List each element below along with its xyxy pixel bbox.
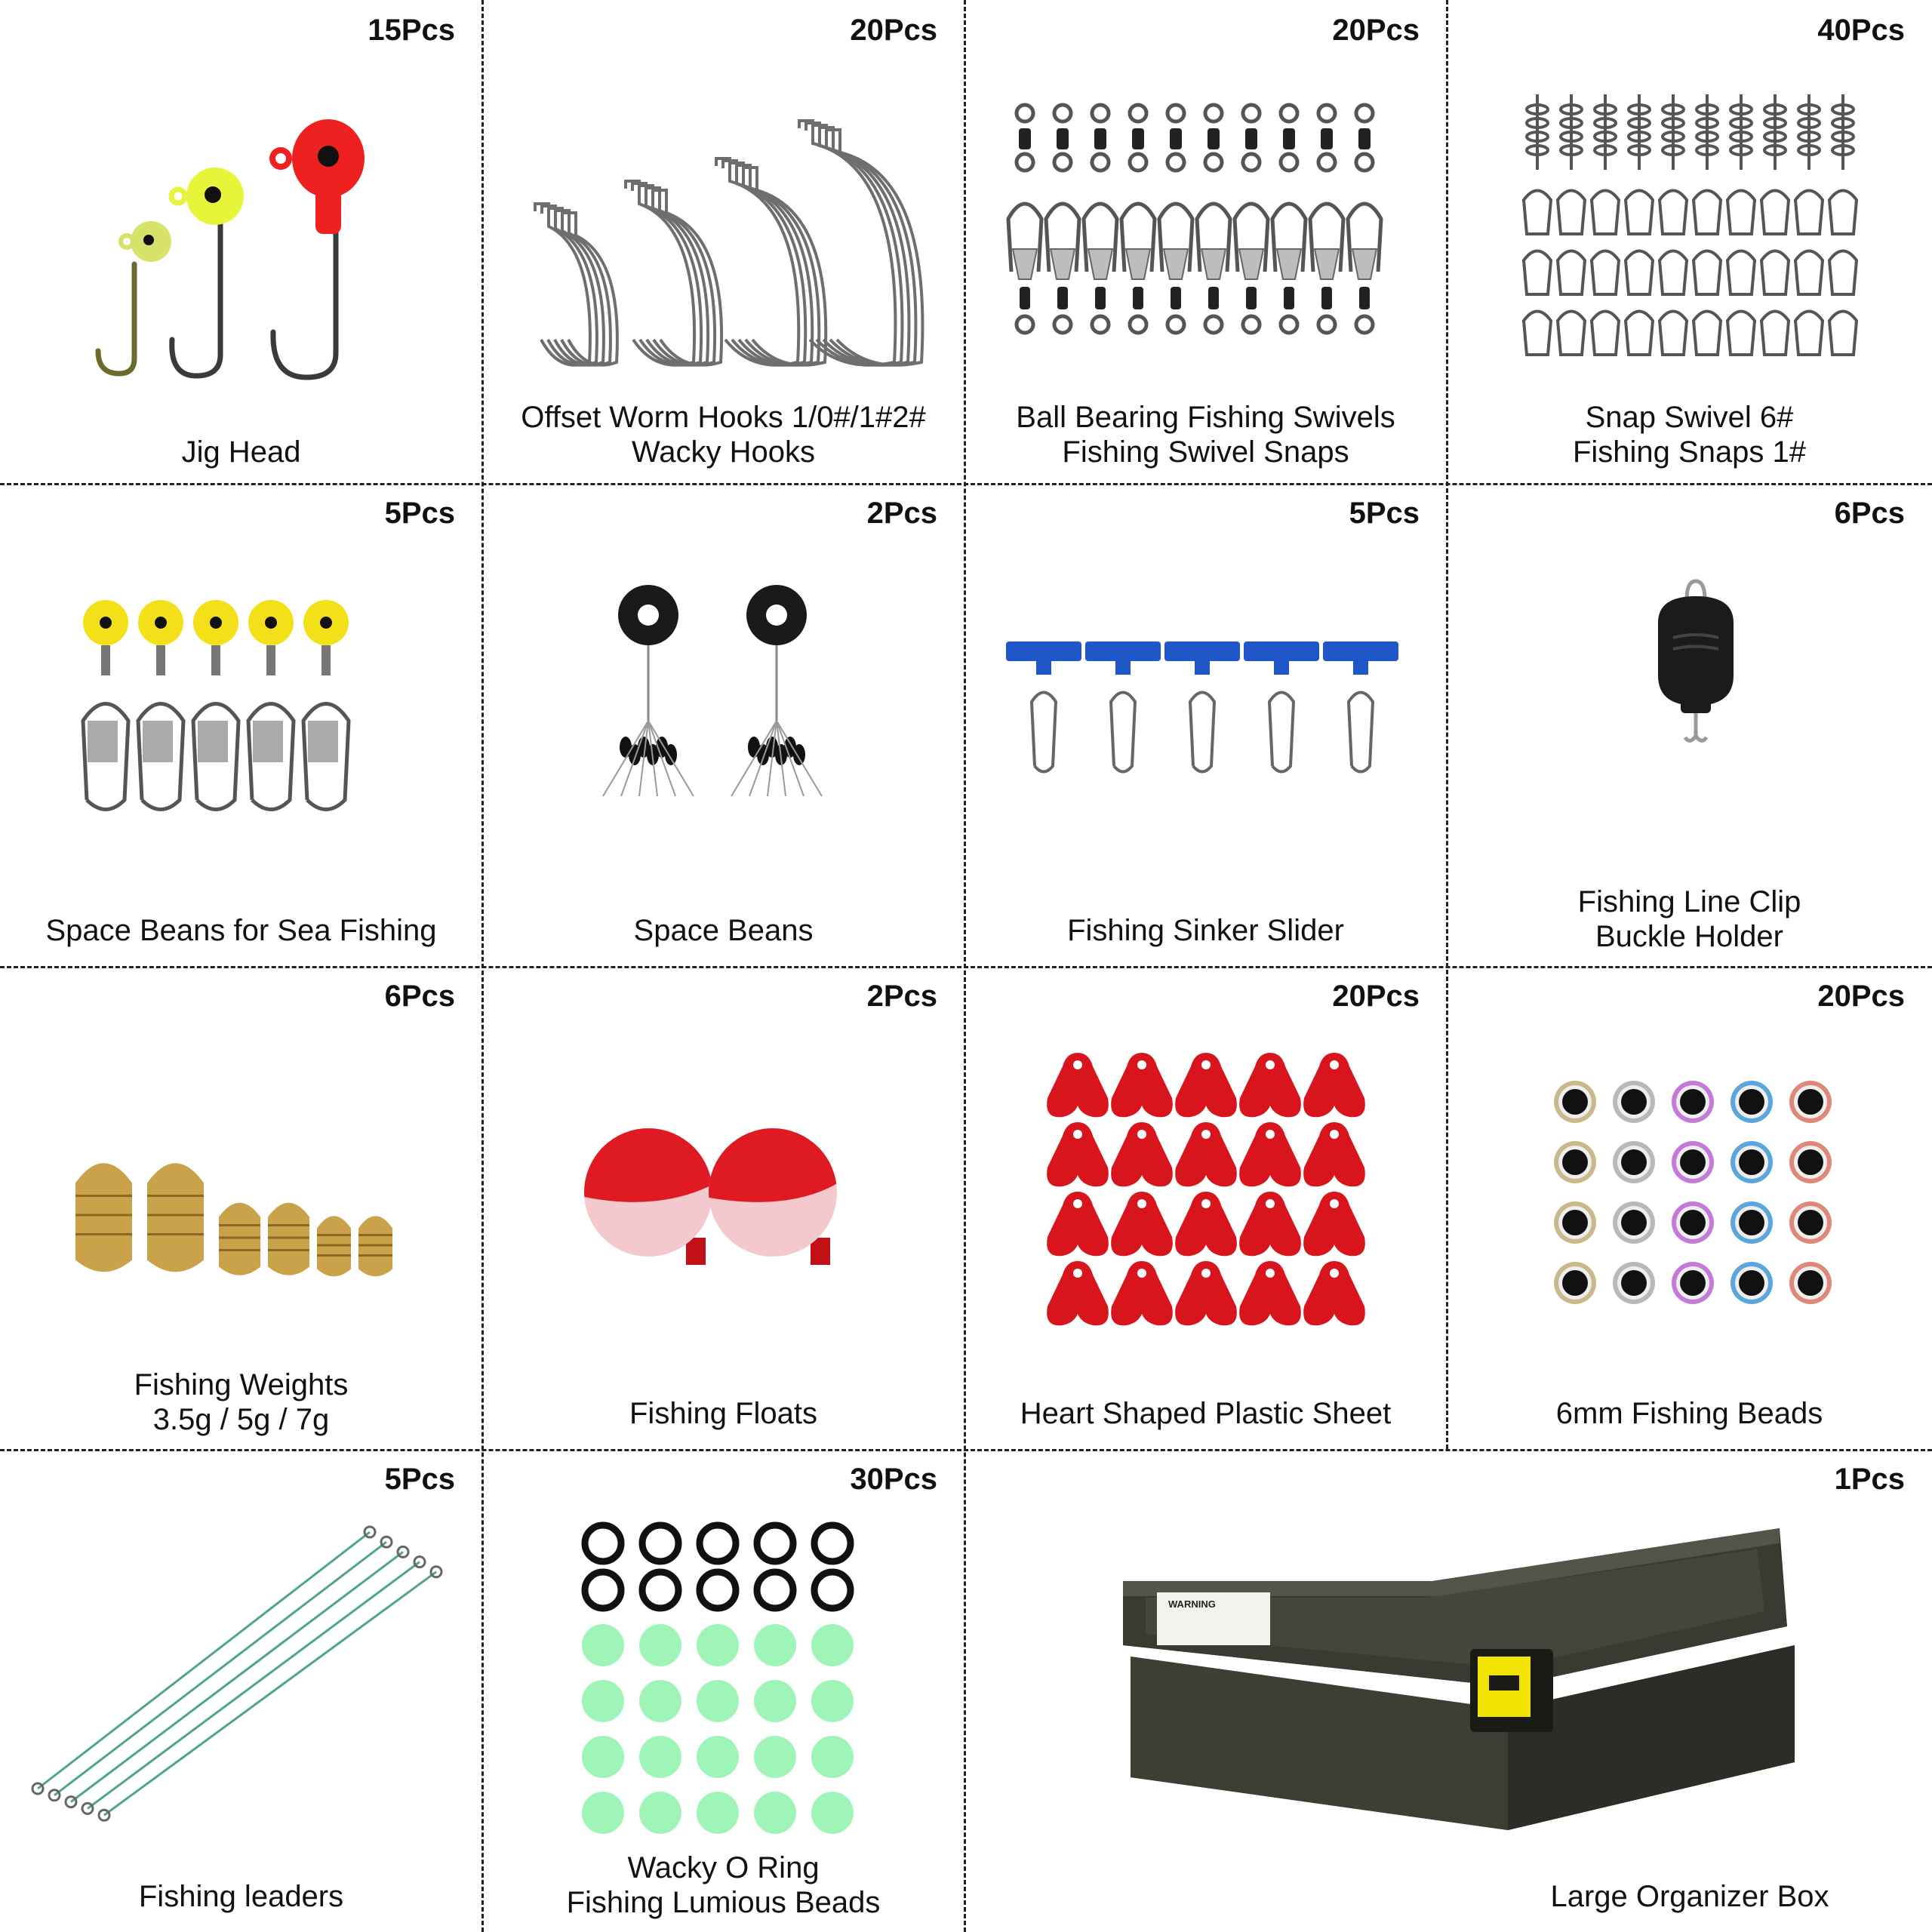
swivel-barrel [1208,287,1219,309]
leader-swivel [66,1797,76,1807]
product-label: Ball Bearing Fishing Swivels Fishing Swivel Snaps [1016,401,1395,469]
fishing-snap [1626,251,1653,295]
space-beans-image [603,585,844,826]
slider-tube [1164,641,1240,661]
swivel [1281,105,1297,122]
swivel [1356,154,1373,171]
swivel [1205,105,1222,122]
stopper-bead [665,744,677,765]
bead-pupil [1562,1089,1588,1115]
o-ring [814,1525,851,1561]
slider-stem [1274,660,1289,675]
heart-hole [1137,1199,1146,1208]
swivel [1054,105,1071,122]
swivel [1054,316,1071,333]
product-label: Space Beans for Sea Fishing [45,914,437,947]
product-label: Space Beans [633,914,814,947]
snap-sleeve [1164,249,1188,279]
worm-hooks-image [528,113,950,377]
leader-wire [54,1542,386,1795]
lumious-bead [754,1624,796,1666]
fishing-snap [1592,251,1619,295]
product-label: Fishing Floats [629,1397,817,1430]
piece-count: 30Pcs [850,1463,937,1496]
snap-sleeve [1277,249,1301,279]
snap-sleeve [88,721,118,762]
snap [1032,693,1056,772]
heart-hole [1330,1060,1339,1069]
product-cell-ball-bearing-swivels [964,0,1447,483]
snap-sleeve [1126,249,1150,279]
swivel-barrel [1133,287,1143,309]
swivel-barrel [1358,128,1371,149]
swivel [1205,154,1222,171]
lumious-bead [582,1736,624,1778]
swivel [101,645,110,675]
fishing-beads-image [1552,1079,1824,1313]
fishing-snap [1727,312,1755,355]
fishing-snap [1524,191,1551,235]
swivel [1168,316,1184,333]
lumious-bead [582,1624,624,1666]
fishing-leaders-image [23,1517,430,1819]
product-cell-jig-head [0,0,482,483]
o-ring [585,1572,621,1608]
heart-hole [1201,1269,1211,1278]
leader-wire [38,1532,370,1789]
o-ring [700,1525,736,1561]
swivel [1054,154,1071,171]
svg-text:WARNING: WARNING [1168,1598,1216,1610]
bead-pupil [1798,1210,1823,1235]
lumious-bead [811,1792,854,1834]
leader-snap [381,1537,392,1547]
fishing-snap [1592,312,1619,355]
snap-sleeve [1201,249,1226,279]
bead-pupil [1562,1210,1588,1235]
lumious-bead [754,1736,796,1778]
bead-hole [265,617,277,629]
hook [639,186,708,365]
bead-pupil [1798,1149,1823,1175]
heart-hole [1201,1130,1211,1139]
heart-hole [1073,1060,1082,1069]
snap-sleeve [1352,249,1377,279]
product-label: Heart Shaped Plastic Sheet [1020,1397,1392,1430]
bead-hole [210,617,222,629]
piece-count: 2Pcs [866,497,937,530]
o-ring [814,1572,851,1608]
leader-snap [398,1546,408,1557]
heart-hole [1073,1199,1082,1208]
product-cell-fishing-weights [0,966,482,1449]
piece-count: 6Pcs [1834,497,1905,530]
bead-pupil [1562,1149,1588,1175]
snap [1111,693,1135,772]
fishing-snap [1795,191,1823,235]
lumious-bead [811,1680,854,1722]
heart-hole [1330,1199,1339,1208]
fishing-snap [1761,191,1789,235]
swivel [1130,154,1146,171]
bead-pupil [1680,1270,1706,1296]
lumious-bead [582,1792,624,1834]
slider-stem [1195,660,1210,675]
stopper-hole [638,605,659,626]
sinker-slider-image [1002,641,1410,777]
swivel [1243,105,1260,122]
slider-stem [1036,660,1051,675]
lumious-bead [582,1680,624,1722]
fishing-snap [1558,251,1585,295]
slider-tube [1244,641,1319,661]
piece-count: 6Pcs [384,980,455,1013]
swivel-barrel [1208,128,1220,149]
product-label: Fishing leaders [138,1880,344,1913]
snap-swivel-image [1522,94,1884,374]
product-cell-space-beans-sea [0,483,482,966]
brass-weight [147,1163,204,1272]
fishing-snap [1795,312,1823,355]
snap-sleeve [1013,249,1037,279]
stopper-hole [766,605,787,626]
fishing-snap [1524,251,1551,295]
swivel [321,645,331,675]
swivel [1130,316,1146,333]
sea-space-beans-image [75,600,377,826]
product-label: 6mm Fishing Beads [1555,1397,1823,1430]
product-cell-space-beans [482,483,964,966]
organizer-box-image [1115,1513,1795,1830]
heart-hole [1073,1269,1082,1278]
slider-tube [1006,641,1081,661]
swivel [1356,316,1373,333]
snap-sleeve [198,721,228,762]
o-ring [642,1525,678,1561]
piece-count: 1Pcs [1834,1463,1905,1496]
heart-hole [1201,1199,1211,1208]
piece-count: 40Pcs [1817,14,1905,47]
swivel-barrel [1057,128,1069,149]
fishing-snap [1558,191,1585,235]
lumious-bead [811,1736,854,1778]
product-label: Fishing Weights 3.5g / 5g / 7g [134,1368,349,1436]
swivel [1168,154,1184,171]
swivel [1017,105,1033,122]
product-label: Snap Swivel 6# Fishing Snaps 1# [1572,401,1807,469]
bead-pupil [1798,1089,1823,1115]
fishing-snap [1626,312,1653,355]
heart-hole [1137,1269,1146,1278]
swivel-barrel [1283,128,1295,149]
swivel-barrel [1094,128,1106,149]
product-cell-fishing-beads [1447,966,1932,1449]
lumious-bead [639,1680,681,1722]
bead-hole [100,617,112,629]
swivel [1318,105,1335,122]
piece-count: 5Pcs [1349,497,1420,530]
piece-count: 15Pcs [368,14,455,47]
swivel [1092,316,1109,333]
piece-count: 5Pcs [384,1463,455,1496]
o-ring [757,1572,793,1608]
swivel [1092,154,1109,171]
bead-pupil [1680,1089,1706,1115]
bead-pupil [1680,1149,1706,1175]
heart-hole [1137,1130,1146,1139]
heart-hole [1201,1060,1211,1069]
fishing-snap [1694,191,1721,235]
fishing-snap [1694,312,1721,355]
lumious-bead [697,1624,739,1666]
fishing-snap [1727,191,1755,235]
swivel-barrel [1019,128,1031,149]
product-cell-sinker-slider [964,483,1447,966]
fishing-floats-image [580,1124,867,1275]
product-label: Fishing Line Clip Buckle Holder [1577,885,1801,953]
swivel [1243,154,1260,171]
jig-head-image [83,113,385,377]
swivel [1281,316,1297,333]
swivel-barrel [1245,128,1257,149]
bead-pupil [1680,1210,1706,1235]
product-cell-offset-worm-hooks [482,0,964,483]
product-cell-snap-swivel [1447,0,1932,483]
lumious-bead [639,1792,681,1834]
product-cell-line-clip [1447,483,1932,966]
fishing-snap [1660,312,1687,355]
slider-stem [1353,660,1368,675]
fishing-snap [1727,251,1755,295]
swivel [1168,105,1184,122]
brass-weight [219,1203,260,1275]
lumious-bead [754,1680,796,1722]
swivel [1017,154,1033,171]
lumious-bead [754,1792,796,1834]
heart-hole [1137,1060,1146,1069]
leader-wire [88,1562,420,1809]
fishing-snap [1592,191,1619,235]
lumious-bead [697,1736,739,1778]
product-cell-fishing-leaders [0,1449,482,1932]
stopper-bead [793,744,805,765]
swivel-barrel [1020,287,1030,309]
fishing-snap [1626,191,1653,235]
bead-pupil [1739,1149,1764,1175]
swivel-barrel [1321,128,1333,149]
product-label: Wacky O Ring Fishing Lumious Beads [566,1851,881,1919]
snap-sleeve [1239,249,1263,279]
piece-count: 20Pcs [1332,14,1420,47]
o-ring [757,1525,793,1561]
product-label: Jig Head [181,435,301,469]
product-cell-o-ring-beads [482,1449,964,1932]
bead-pupil [1739,1210,1764,1235]
swivel [1356,105,1373,122]
snap [1269,693,1294,772]
bead-hole [155,617,167,629]
heart-sheet-image [1048,1053,1372,1340]
bead-pupil [1621,1210,1647,1235]
bead-pupil [1621,1270,1647,1296]
fishing-snap [1795,251,1823,295]
swivel [156,645,165,675]
product-cell-heart-sheet [964,966,1447,1449]
swivel-barrel [1057,287,1068,309]
heart-hole [1266,1269,1275,1278]
bead-pupil [1798,1270,1823,1296]
fishing-snap [1761,251,1789,295]
swivel-barrel [1095,287,1106,309]
swivel-barrel [1171,287,1181,309]
bead-pupil [1739,1089,1764,1115]
swivel-barrel [1321,287,1332,309]
product-cell-fishing-floats [482,966,964,1449]
brass-weight [75,1163,132,1272]
leader-swivel [49,1790,60,1801]
leader-wire [71,1552,403,1801]
product-cell-organizer-box [964,1449,1932,1932]
snap-sleeve [1315,249,1339,279]
piece-count: 5Pcs [384,497,455,530]
swivel [1318,154,1335,171]
bead-pupil [1562,1270,1588,1296]
line-clip-image [1651,577,1741,751]
swivel-barrel [1359,287,1370,309]
fishing-snap [1829,251,1857,295]
slider-tube [1085,641,1161,661]
swivel-barrel [1246,287,1257,309]
product-label: Offset Worm Hooks 1/0#/1#2# Wacky Hooks [521,401,926,469]
bead-hole [320,617,332,629]
bead-pupil [1739,1270,1764,1296]
heart-hole [1266,1130,1275,1139]
product-label: Fishing Sinker Slider [1067,914,1344,947]
snap-sleeve [308,721,338,762]
fishing-snap [1558,312,1585,355]
fishing-snap [1660,251,1687,295]
brass-weight [268,1203,309,1275]
swivel [211,645,220,675]
fishing-snap [1694,251,1721,295]
o-ring [642,1572,678,1608]
lumious-bead [639,1736,681,1778]
snap [1190,693,1214,772]
swivel [1017,316,1033,333]
swivel-barrel [1170,128,1182,149]
swivel [1243,316,1260,333]
lumious-bead [811,1624,854,1666]
bead-pupil [1621,1089,1647,1115]
swivel [1205,316,1222,333]
swivel-barrel [1132,128,1144,149]
swivel [1281,154,1297,171]
ball-bearing-swivels-image [1010,98,1402,370]
swivel [1130,105,1146,122]
lumious-bead [639,1624,681,1666]
snap [1349,693,1373,772]
heart-hole [1266,1199,1275,1208]
snap-sleeve [1051,249,1075,279]
piece-count: 20Pcs [850,14,937,47]
heart-hole [1330,1269,1339,1278]
product-label: Large Organizer Box [1550,1880,1829,1913]
fishing-snap [1829,312,1857,355]
swivel [266,645,275,675]
o-ring [700,1572,736,1608]
heart-hole [1073,1130,1082,1139]
fishing-snap [1660,191,1687,235]
piece-count: 2Pcs [866,980,937,1013]
slider-stem [1115,660,1131,675]
lumious-bead [697,1680,739,1722]
lumious-bead [697,1792,739,1834]
fishing-snap [1761,312,1789,355]
fishing-weights-image [75,1151,400,1287]
swivel-barrel [1284,287,1294,309]
piece-count: 20Pcs [1332,980,1420,1013]
fishing-snap [1829,191,1857,235]
slider-tube [1323,641,1398,661]
snap-sleeve [143,721,173,762]
piece-count: 20Pcs [1817,980,1905,1013]
snap-sleeve [1088,249,1112,279]
swivel [1318,316,1335,333]
snap-sleeve [253,721,283,762]
o-ring-lumious-beads-image [580,1521,867,1838]
bead-pupil [1621,1149,1647,1175]
swivel [1092,105,1109,122]
heart-hole [1266,1060,1275,1069]
o-ring [585,1525,621,1561]
heart-hole [1330,1130,1339,1139]
fishing-snap [1524,312,1551,355]
